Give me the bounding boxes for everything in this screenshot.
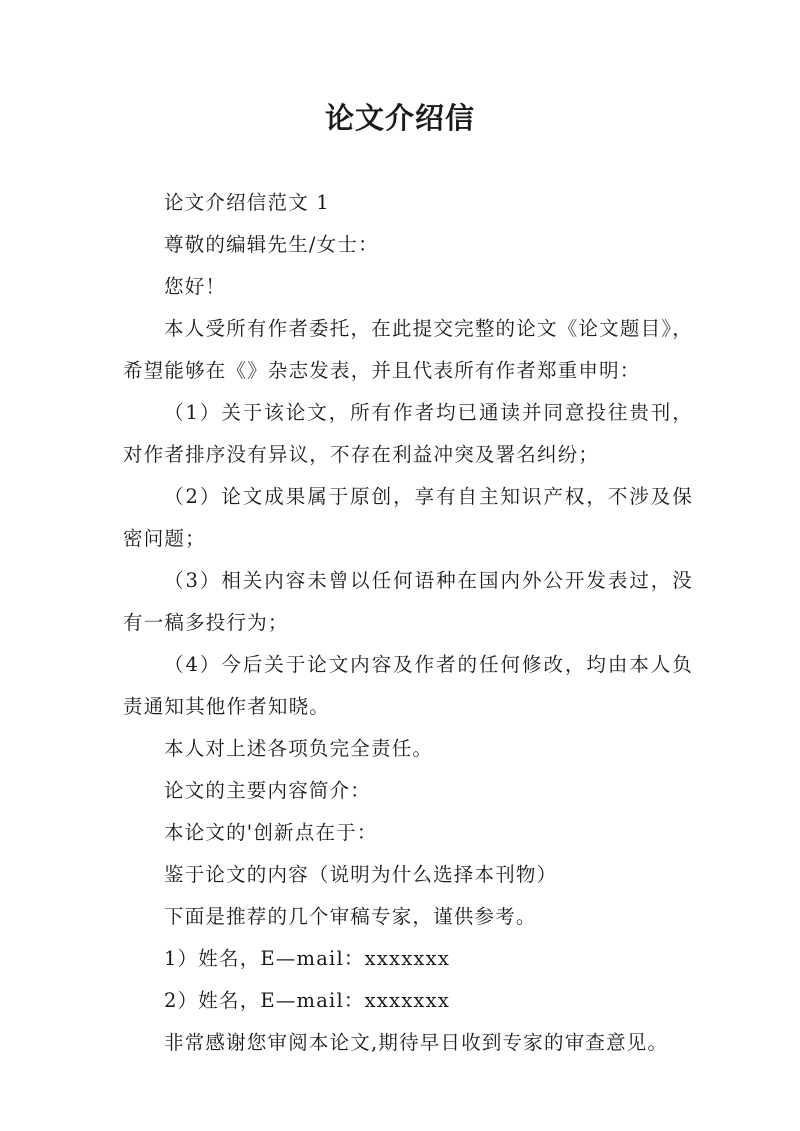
paragraph-reviewer-1: 1）姓名，E—mail：xxxxxxx [164, 947, 451, 970]
paragraph-summary-heading: 论文的主要内容简介： [164, 779, 372, 802]
paragraph-item-4: （4）今后关于论文内容及作者的任何修改，均由本人负责通知其他作者知晓。 [123, 653, 693, 718]
paragraph-statement: 本人受所有作者委托，在此提交完整的论文《论文题目》，希望能够在《》杂志发表，并且代表所有作者郑重申明： [123, 317, 693, 382]
paragraph-greeting: 您好！ [164, 275, 227, 298]
paragraph-journal-reason: 鉴于论文的内容（说明为什么选择本刊物） [164, 863, 558, 886]
paragraph-closing: 非常感谢您审阅本论文,期待早日收到专家的审查意见。 [164, 1031, 669, 1054]
paragraph-salutation: 尊敬的编辑先生/女士： [164, 233, 379, 256]
paragraph-item-1: （1）关于该论文，所有作者均已通读并同意投往贵刊，对作者排序没有异议，不存在利益冲突及署名纠纷； [123, 401, 693, 466]
page-title: 论文介绍信 [324, 101, 475, 135]
paragraph-responsibility: 本人对上述各项负完全责任。 [164, 737, 434, 760]
paragraph-item-2: （2）论文成果属于原创，享有自主知识产权，不涉及保密问题； [123, 485, 693, 550]
paragraph-reviewer-2: 2）姓名，E—mail：xxxxxxx [164, 989, 451, 1012]
paragraph-item-3: （3）相关内容未曾以任何语种在国内外公开发表过，没有一稿多投行为； [123, 569, 693, 634]
paragraph-reviewers-intro: 下面是推荐的几个审稿专家，谨供参考。 [164, 905, 537, 928]
letter-body [123, 182, 693, 1064]
paragraph-innovation: 本论文的'创新点在于： [164, 821, 378, 844]
paragraph-sample-label: 论文介绍信范文 1 [164, 191, 330, 214]
